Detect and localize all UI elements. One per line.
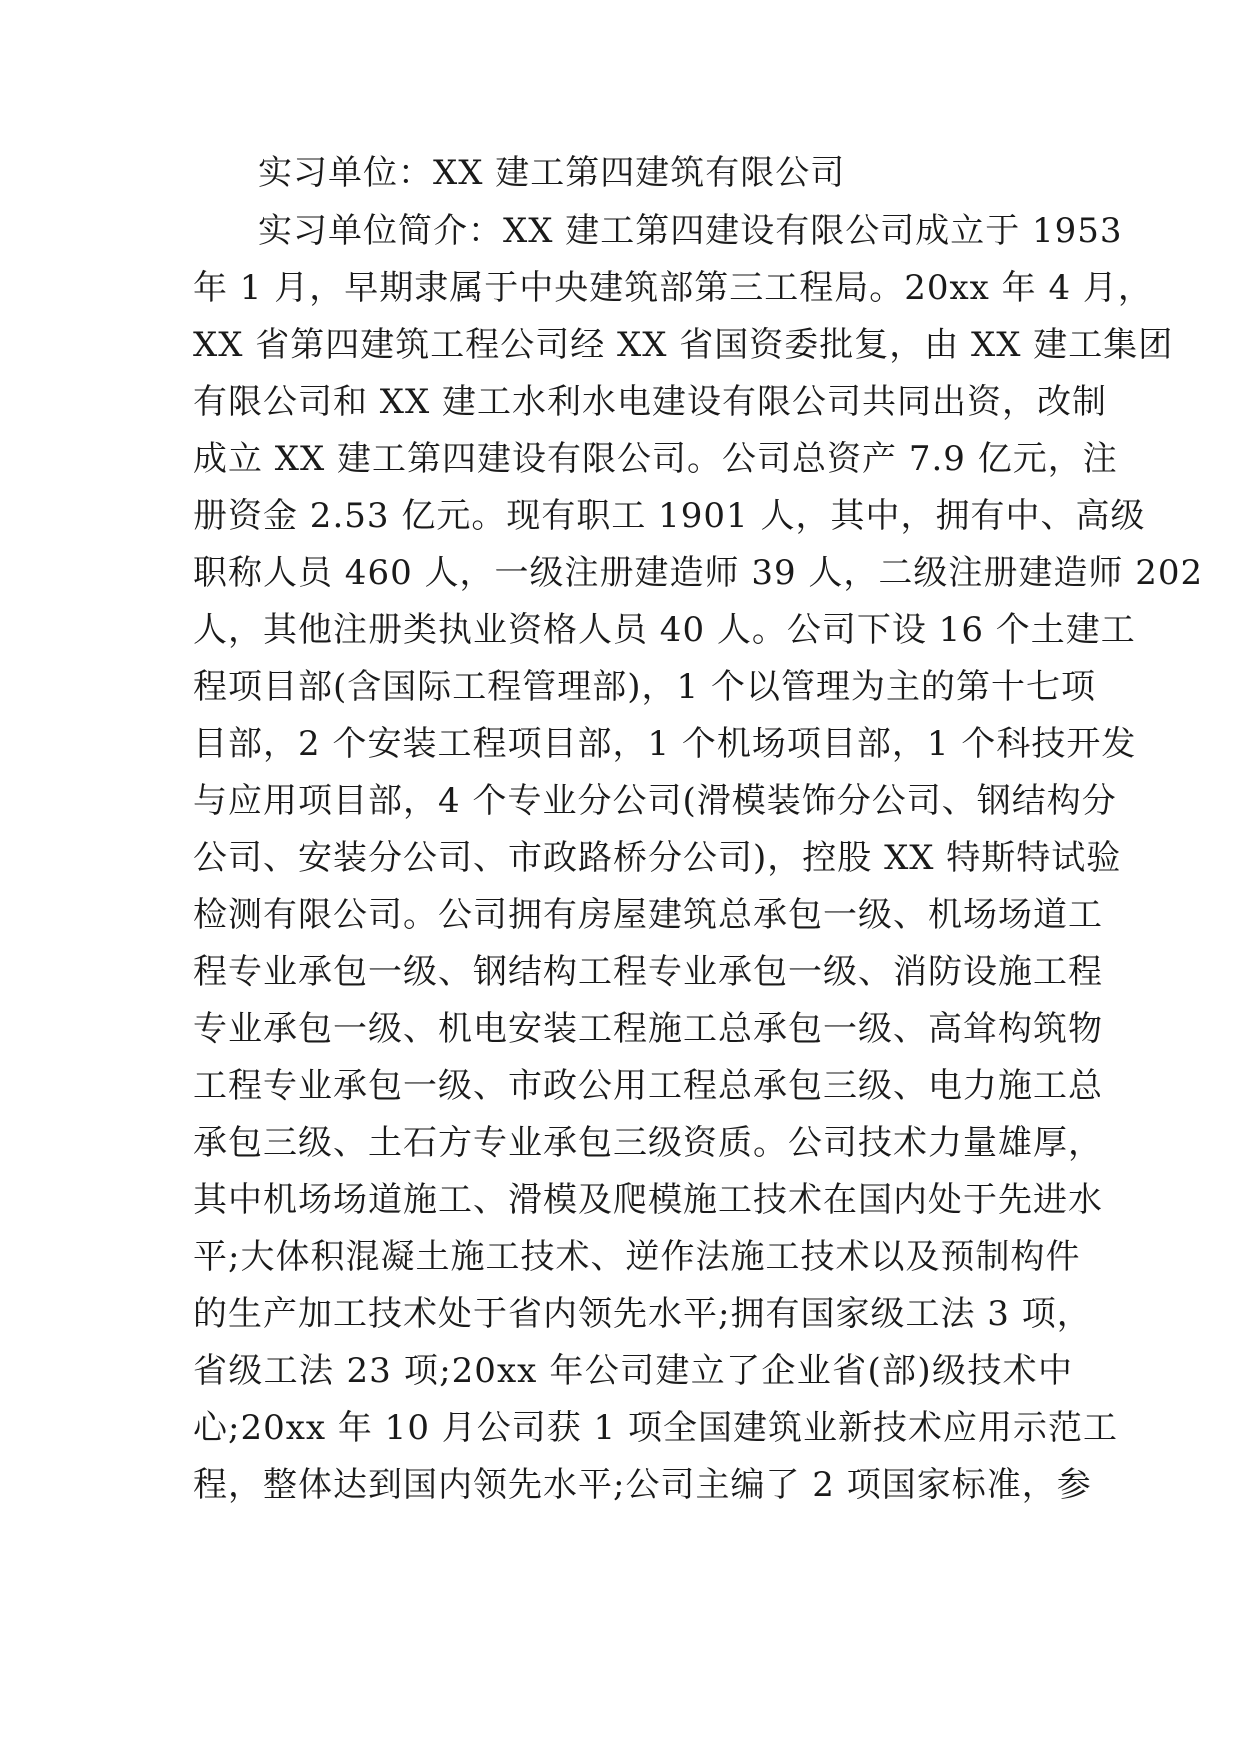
text-line: XX 省第四建筑工程公司经 XX 省国资委批复，由 XX 建工集团	[193, 325, 1174, 365]
text-line: 的生产加工技术处于省内领先水平;拥有国家级工法 3 项，	[193, 1294, 1092, 1334]
text-line: 程专业承包一级、钢结构工程专业承包一级、消防设施工程	[193, 952, 1103, 992]
text-line: 成立 XX 建工第四建设有限公司。公司总资产 7.9 亿元，注	[193, 439, 1118, 479]
text-line-unit: 实习单位：XX 建工第四建筑有限公司	[258, 153, 846, 193]
text-line: 程项目部(含国际工程管理部)，1 个以管理为主的第十七项	[193, 667, 1096, 707]
text-line: 有限公司和 XX 建工水利水电建设有限公司共同出资，改制	[193, 382, 1108, 422]
text-line: 专业承包一级、机电安装工程施工总承包一级、高耸构筑物	[193, 1009, 1103, 1049]
text-line: 目部，2 个安装工程项目部，1 个机场项目部，1 个科技开发	[193, 724, 1137, 764]
text-line: 平;大体积混凝土施工技术、逆作法施工技术以及预制构件	[193, 1237, 1081, 1277]
text-line: 实习单位简介：XX 建工第四建设有限公司成立于 1953	[258, 211, 1123, 251]
text-line: 册资金 2.53 亿元。现有职工 1901 人，其中，拥有中、高级	[193, 496, 1146, 536]
text-line: 承包三级、土石方专业承包三级资质。公司技术力量雄厚，	[193, 1123, 1103, 1163]
text-line: 心;20xx 年 10 月公司获 1 项全国建筑业新技术应用示范工	[193, 1408, 1119, 1448]
text-line: 人，其他注册类执业资格人员 40 人。公司下设 16 个土建工	[193, 610, 1136, 650]
text-line: 检测有限公司。公司拥有房屋建筑总承包一级、机场场道工	[193, 895, 1103, 935]
text-line: 工程专业承包一级、市政公用工程总承包三级、电力施工总	[193, 1066, 1103, 1106]
text-line: 省级工法 23 项;20xx 年公司建立了企业省(部)级技术中	[193, 1351, 1073, 1391]
text-line: 其中机场场道施工、滑模及爬模施工技术在国内处于先进水	[193, 1180, 1103, 1220]
text-line: 公司、安装分公司、市政路桥分公司)，控股 XX 特斯特试验	[193, 838, 1122, 878]
text-line: 程，整体达到国内领先水平;公司主编了 2 项国家标准，参	[193, 1465, 1092, 1505]
text-line: 与应用项目部，4 个专业分公司(滑模装饰分公司、钢结构分	[193, 781, 1117, 821]
text-line: 年 1 月，早期隶属于中央建筑部第三工程局。20xx 年 4 月，	[193, 268, 1153, 308]
text-line: 职称人员 460 人，一级注册建造师 39 人，二级注册建造师 202	[193, 553, 1204, 593]
